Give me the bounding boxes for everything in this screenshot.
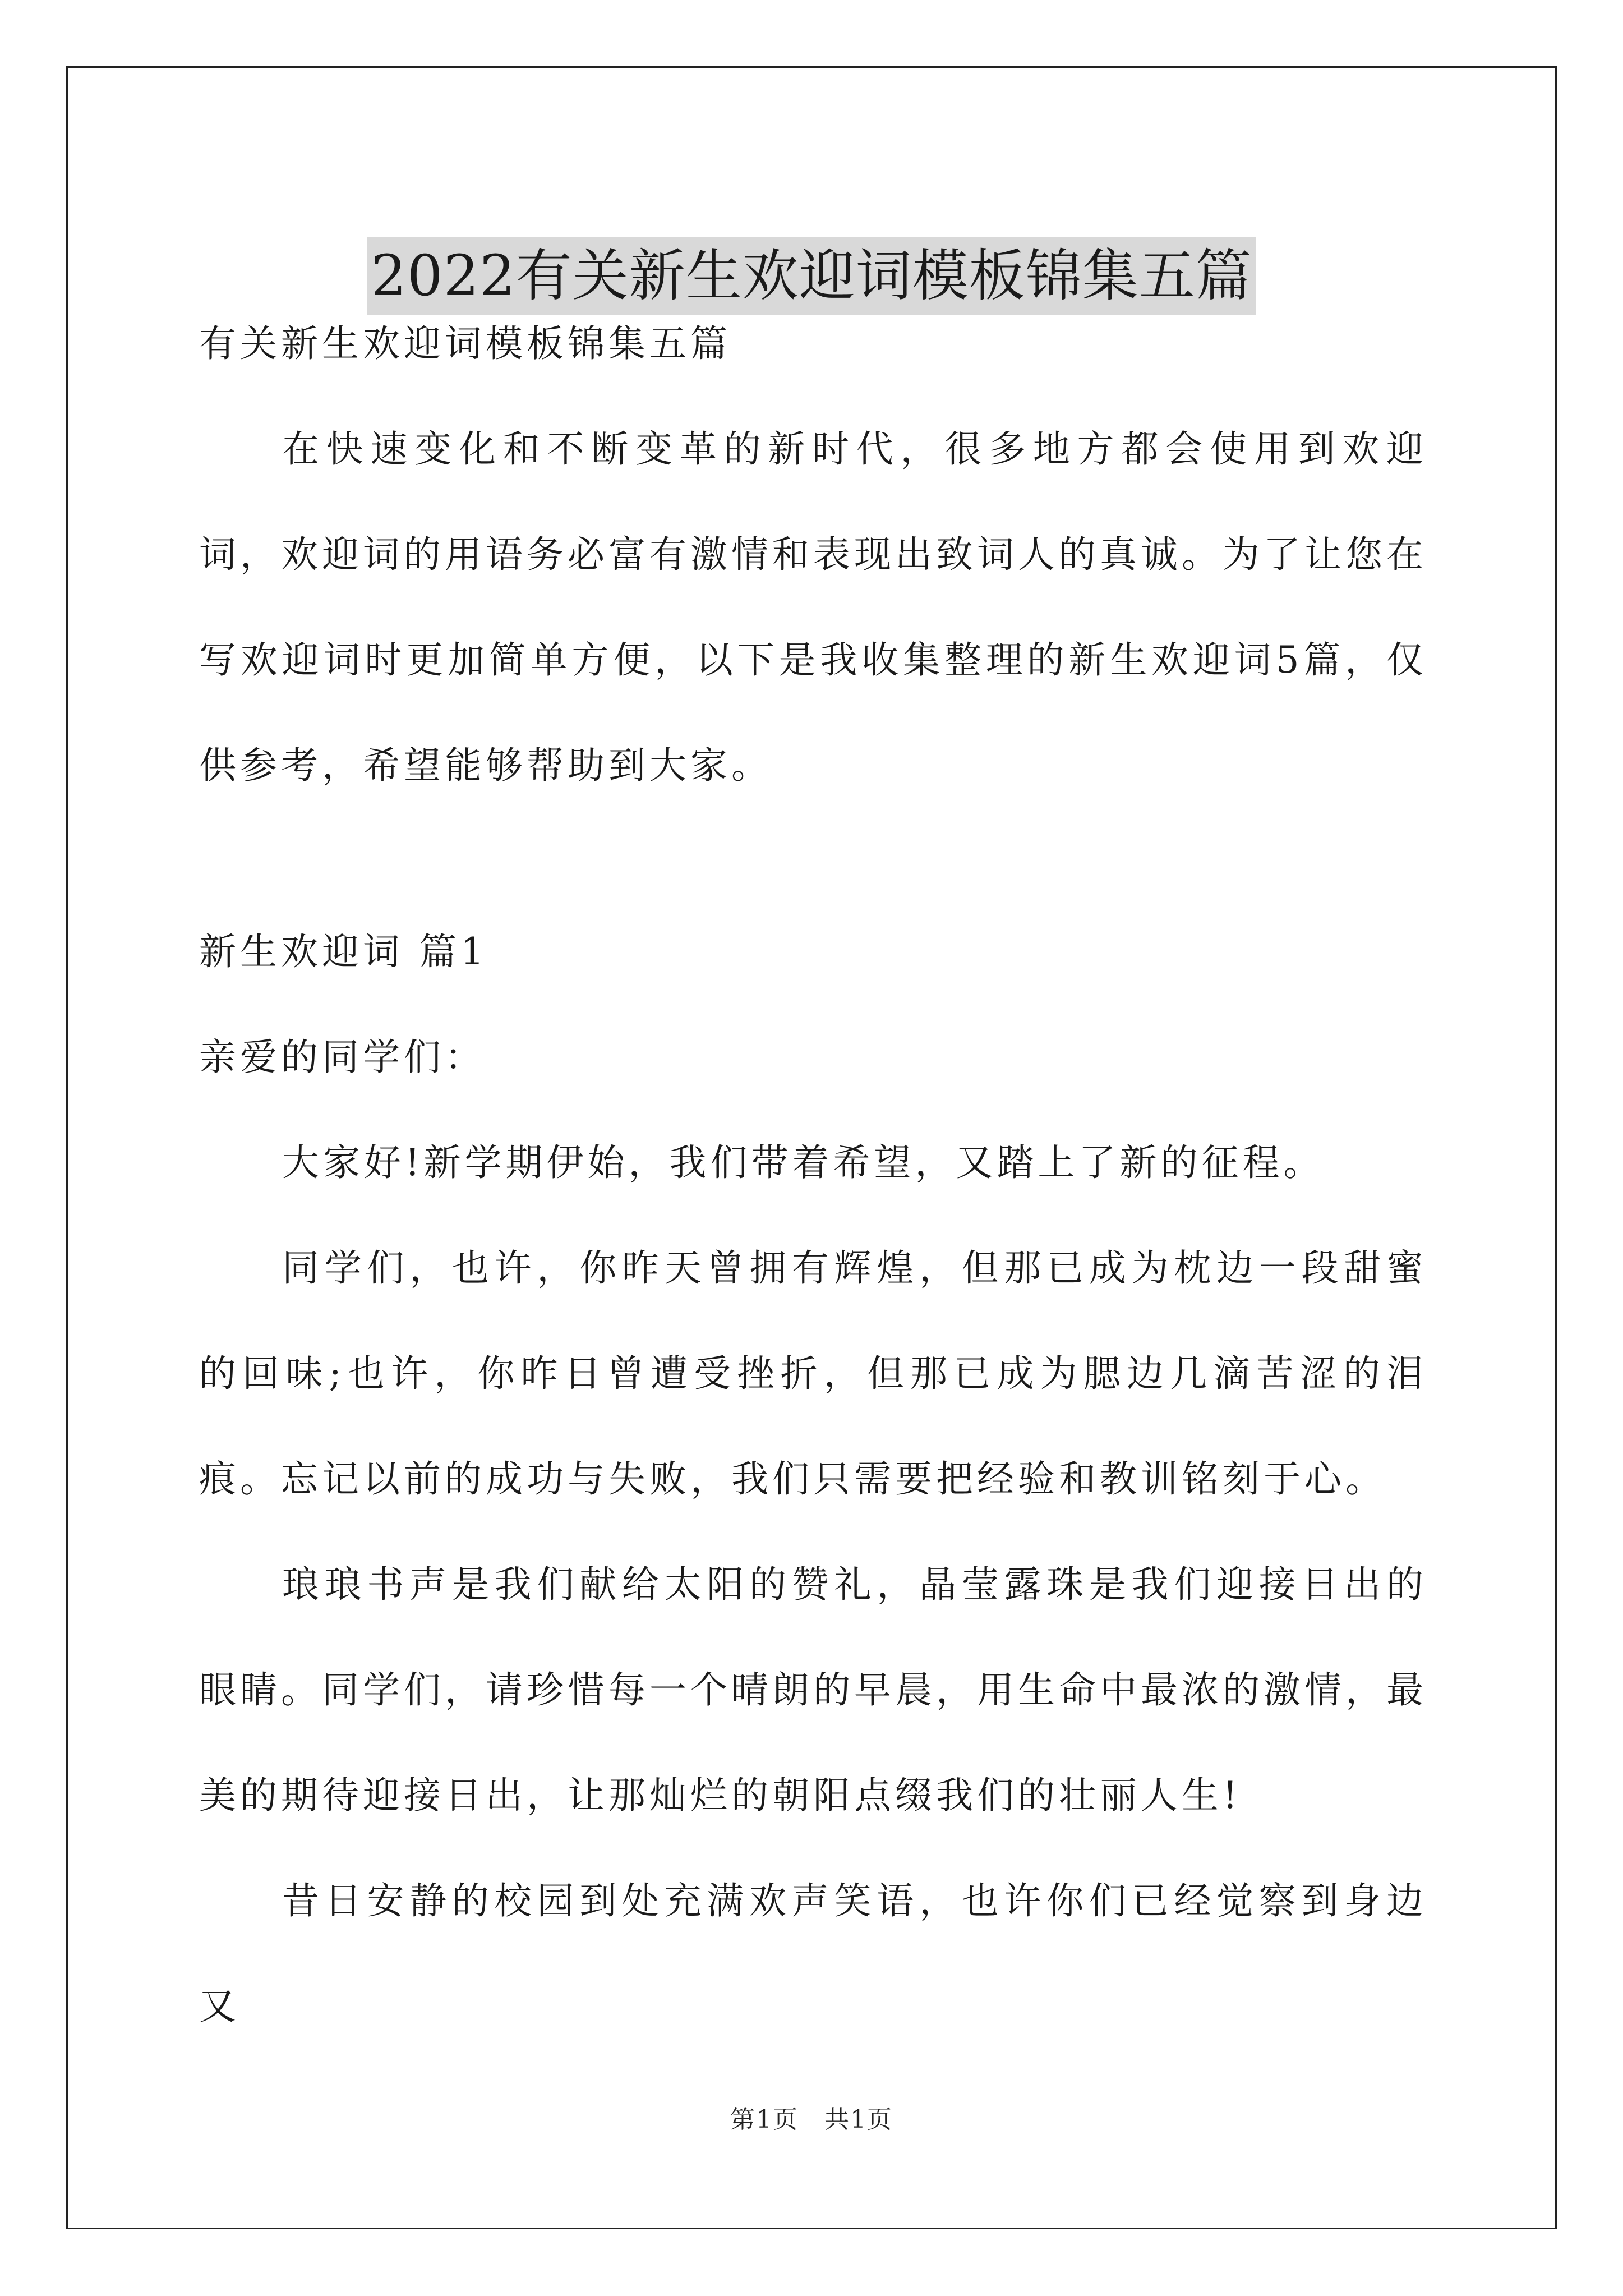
document-title: 2022有关新生欢迎词模板锦集五篇 [367, 237, 1256, 315]
document-body [199, 317, 1427, 2059]
section-heading: 新生欢迎词 篇1 [199, 930, 488, 973]
body-paragraph-1: 大家好!新学期伊始，我们带着希望，又踏上了新的征程。 [282, 1141, 1325, 1184]
body-paragraph-3: 琅琅书声是我们献给太阳的赞礼，晶莹露珠是我们迎接日出的眼睛。同学们，请珍惜每一个晴朗的早晨，用生命中最浓的激情，最美的期待迎接日出，让那灿烂的朝阳点缀我们的壮丽人生! [199, 1563, 1427, 1817]
salutation: 亲爱的同学们： [199, 1036, 486, 1079]
document-subtitle: 有关新生欢迎词模板锦集五篇 [199, 322, 731, 365]
body-paragraph-4: 昔日安静的校园到处充满欢声笑语，也许你们已经觉察到身边又 [199, 1879, 1427, 2028]
body-paragraph-2: 同学们，也许，你昨天曾拥有辉煌，但那已成为枕边一段甜蜜的回味;也许，你昨日曾遭受挫折，但那已成为腮边几滴苦涩的泪痕。忘记以前的成功与失败，我们只需要把经验和教训铭刻于心。 [199, 1246, 1427, 1501]
intro-paragraph: 在快速变化和不断变革的新时代，很多地方都会使用到欢迎词，欢迎词的用语务必富有激情和表现出致词人的真诚。为了让您在写欢迎词时更加简单方便，以下是我收集整理的新生欢迎词5篇，仅供参考，希望能够帮助到大家。 [199, 427, 1427, 787]
page-footer: 第1页 共1页 [730, 2105, 893, 2134]
